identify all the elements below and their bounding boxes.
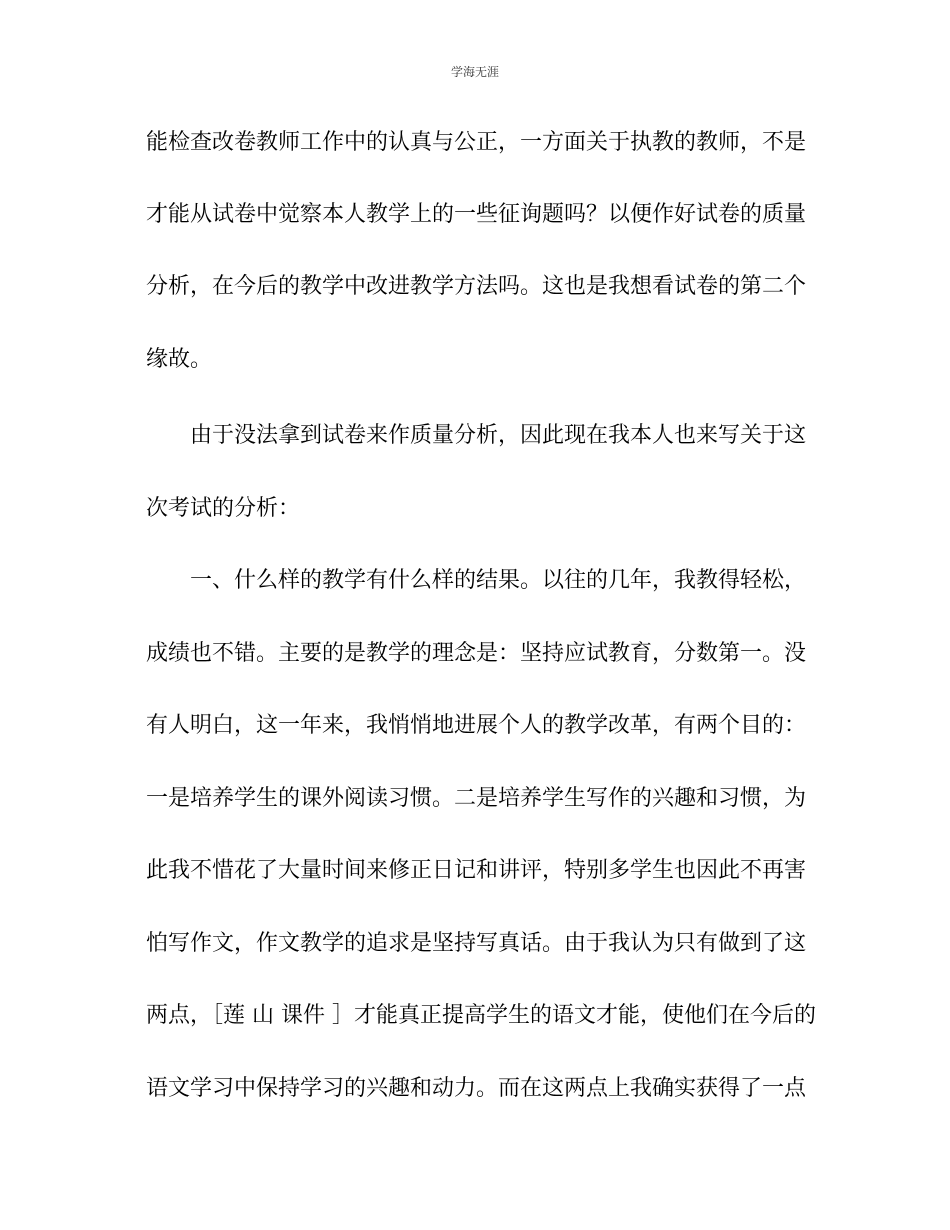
text-line: 语文学习中保持学习的兴趣和动力。而在这两点上我确实获得了一点 xyxy=(146,1076,807,1101)
text-line: 此我不惜花了大量时间来修正日记和讲评，特别多学生也因此不再害 xyxy=(146,858,807,883)
page-header: 学海无涯 xyxy=(450,65,499,79)
text-line: 分析，在今后的教学中改进教学方法吗。这也是我想看试卷的第二个 xyxy=(146,274,807,299)
text-line: 成绩也不错。主要的是教学的理念是：坚持应试教育，分数第一。没 xyxy=(146,641,807,666)
text-line: 怕写作文，作文教学的追求是坚持写真话。由于我认为只有做到了这 xyxy=(146,931,807,956)
text-line: 一是培养学生的课外阅读习惯。二是培养学生写作的兴趣和习惯，为 xyxy=(146,786,807,811)
text-line: 次考试的分析： xyxy=(146,496,301,521)
text-line: 缘故。 xyxy=(146,347,213,372)
text-line: 才能从试卷中觉察本人教学上的一些征询题吗？以便作好试卷的质量 xyxy=(146,202,807,227)
text-line: 有人明白，这一年来，我悄悄地进展个人的教学改革，有两个目的： xyxy=(146,713,807,738)
paragraph-first-line: 一、什么样的教学有什么样的结果。以往的几年，我教得轻松， xyxy=(190,568,807,593)
paragraph-first-line: 由于没法拿到试卷来作质量分析，因此现在我本人也来写关于这 xyxy=(190,423,807,448)
text-line: 能检查改卷教师工作中的认真与公正，一方面关于执教的教师，不是 xyxy=(146,130,807,155)
text-line: 两点，［莲 山 课件 ］才能真正提高学生的语文才能，使他们在今后的 xyxy=(146,1003,816,1028)
